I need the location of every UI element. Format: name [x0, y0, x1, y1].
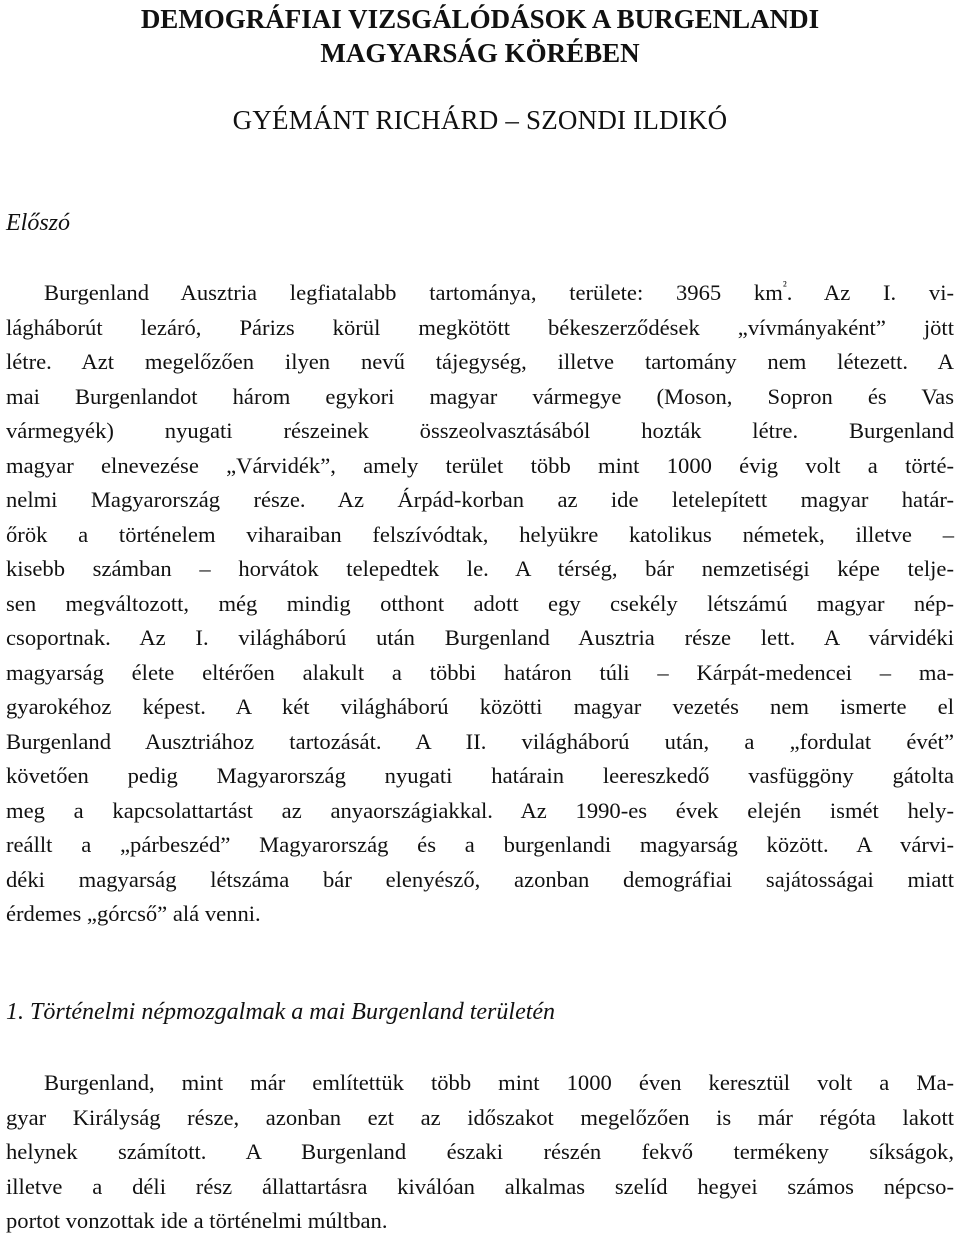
paragraph-line: érdemes „górcső” alá venni.	[6, 901, 261, 926]
paragraph-line: követően pedig Magyarország nyugati határain leereszkedő vasfüggöny gátolta	[6, 763, 954, 788]
paragraph-line: őrök a történelem viharaiban felszívódtak, helyükre katolikus németek, illetve –	[6, 522, 954, 547]
section-1-heading: 1. Történelmi népmozgalmak a mai Burgenland területén	[6, 999, 556, 1025]
paragraph-line: déki magyarság létszáma bár elenyésző, azonban demográfiai sajátosságai miatt	[6, 867, 954, 892]
paragraph-line: nelmi Magyarország része. Az Árpád-korban az ide letelepített magyar határ-	[6, 487, 954, 512]
paragraph-line: csoportnak. Az I. világháború után Burgenland Ausztria része lett. A várvidéki	[6, 625, 954, 650]
superscript: ²	[782, 278, 787, 293]
paper-title-line-2: MAGYARSÁG KÖRÉBEN	[320, 38, 640, 68]
line-text: . Az I. vi-	[786, 280, 954, 305]
authors: GYÉMÁNT RICHÁRD – SZONDI ILDIKÓ	[232, 105, 728, 135]
paragraph-line: magyar elnevezése „Várvidék”, amely terület több mint 1000 évig volt a törté-	[6, 453, 954, 478]
paragraph-line: létre. Azt megelőzően ilyen nevű tájegység, illetve tartomány nem létezett. A	[6, 349, 954, 374]
paragraph-line: gyar Királyság része, azonban ezt az időszakot megelőzően is már régóta lakott	[6, 1105, 954, 1130]
paragraph-line: sen megváltozott, még mindig otthont adott egy csekély létszámú magyar nép-	[6, 591, 954, 616]
paragraph-line: portot vonzottak ide a történelmi múltban.	[6, 1208, 388, 1233]
paragraph-line: lágháborút lezáró, Párizs körül megkötött békeszerződések „vívmányaként” jött	[6, 315, 954, 340]
paragraph-line: reállt a „párbeszéd” Magyarország és a burgenlandi magyarság között. A várvi-	[6, 832, 954, 857]
paragraph-line: meg a kapcsolattartást az anyaországiakkal. Az 1990-es évek elején ismét hely-	[6, 798, 954, 823]
preface-heading: Előszó	[6, 210, 71, 236]
paper-title-line-1: DEMOGRÁFIAI VIZSGÁLÓDÁSOK A BURGENLANDI	[140, 4, 820, 34]
paragraph-line: illetve a déli rész állattartásra kiválóan alkalmas szelíd hegyei számos népcso-	[6, 1174, 954, 1199]
paragraph-line: vármegyék) nyugati részeinek összeolvasztásából hozták létre. Burgenland	[6, 418, 954, 443]
paragraph-line	[44, 276, 954, 311]
paragraph-line: Burgenland, mint már említettük több mint 1000 éven keresztül volt a Ma-	[44, 1070, 954, 1095]
paragraph-line: gyarokéhoz képest. A két világháború közötti magyar vezetés nem ismerte el	[6, 694, 954, 719]
paragraph-line: Burgenland Ausztriához tartozását. A II. világháború után, a „fordulat évét”	[6, 729, 954, 754]
line-text: Burgenland Ausztria legfiatalabb tartománya, területe: 3965 km	[44, 280, 783, 305]
paragraph-line: kisebb számban – horvátok telepedtek le. A térség, bár nemzetiségi képe telje-	[6, 556, 954, 581]
paragraph-line: magyarság élete eltérően alakult a többi határon túli – Kárpát-medencei – ma-	[6, 660, 954, 685]
paragraph-line: mai Burgenlandot három egykori magyar vármegye (Moson, Sopron és Vas	[6, 384, 954, 409]
paragraph-line: helynek számított. A Burgenland északi részén fekvő termékeny síkságok,	[6, 1139, 954, 1164]
